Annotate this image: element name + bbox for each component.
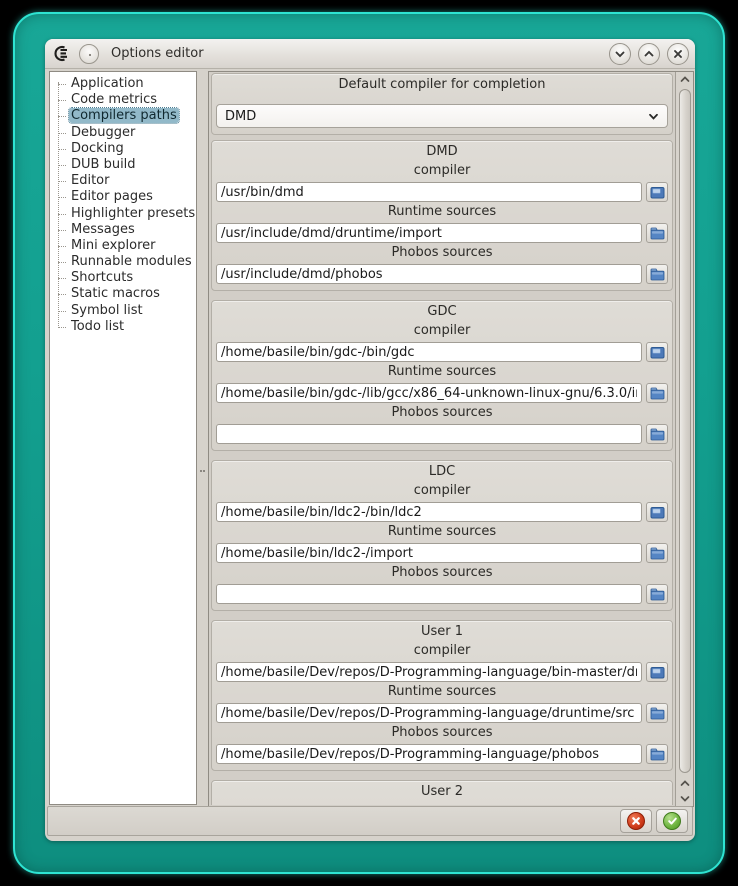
- field-row: [212, 424, 672, 444]
- group-title: User 2: [420, 784, 464, 799]
- app-logo-icon: [52, 45, 71, 62]
- sidebar-item-shortcuts[interactable]: [50, 270, 196, 286]
- category-tree[interactable]: [49, 71, 197, 805]
- user-1-compiler-input[interactable]: [216, 662, 642, 682]
- window-title: Options editor: [111, 46, 204, 61]
- accept-button[interactable]: [656, 809, 688, 833]
- field-row: [212, 264, 672, 284]
- group-title: GDC: [427, 304, 457, 319]
- browse-folder-button[interactable]: [646, 584, 668, 604]
- folder-icon: [650, 547, 665, 560]
- close-icon: [672, 48, 684, 60]
- folder-icon: [650, 268, 665, 281]
- folder-icon: [650, 748, 665, 761]
- dialog-footer: [47, 806, 693, 836]
- ldc-compiler-input[interactable]: [216, 502, 642, 522]
- folder-icon: [650, 227, 665, 240]
- field-label-compiler: compiler: [413, 643, 471, 658]
- sidebar-item-highlighter-presets[interactable]: [50, 206, 196, 222]
- field-row: [212, 342, 672, 362]
- sidebar-item-dub-build[interactable]: [50, 157, 196, 173]
- sidebar-item-label: Application: [71, 76, 144, 91]
- sidebar-item-code-metrics[interactable]: [50, 92, 196, 108]
- browse-folder-button[interactable]: [646, 543, 668, 563]
- sidebar-item-label: Shortcuts: [71, 270, 134, 286]
- field-row: [212, 662, 672, 682]
- file-icon: [650, 346, 665, 359]
- ldc-phobos-sources-input[interactable]: [216, 584, 642, 604]
- gdc-compiler-input[interactable]: [216, 342, 642, 362]
- group-title: User 1: [420, 624, 464, 639]
- file-icon: [650, 506, 665, 519]
- gdc-runtime-sources-input[interactable]: [216, 383, 642, 403]
- accept-check-icon: [663, 812, 681, 830]
- group-title: Default compiler for completion: [338, 77, 546, 92]
- scrollbar-thumb[interactable]: [679, 89, 691, 773]
- user-1-runtime-sources-input[interactable]: [216, 703, 642, 723]
- scroll-up-button[interactable]: [677, 72, 693, 87]
- group-user-1: [211, 620, 673, 771]
- ldc-runtime-sources-input[interactable]: [216, 543, 642, 563]
- sidebar-item-label: Mini explorer: [71, 237, 156, 253]
- folder-icon: [650, 428, 665, 441]
- field-row: [212, 182, 672, 202]
- field-label-runtime-sources: Runtime sources: [387, 204, 497, 219]
- sidebar-item-static-macros[interactable]: [50, 286, 196, 302]
- sidebar-item-label: Code metrics: [71, 92, 158, 108]
- gdc-phobos-sources-input[interactable]: [216, 424, 642, 444]
- maximize-button[interactable]: [638, 43, 660, 65]
- sidebar-item-label: Editor: [71, 173, 110, 189]
- sidebar-item-mini-explorer[interactable]: [50, 238, 196, 254]
- group-user-2: [211, 780, 673, 805]
- scroll-down-button[interactable]: [677, 791, 693, 806]
- sidebar-item-label: Runnable modules: [71, 254, 192, 270]
- sidebar-item-todo-list[interactable]: [50, 319, 196, 335]
- folder-icon: [650, 588, 665, 601]
- group-gdc: [211, 300, 673, 451]
- sidebar-item-debugger[interactable]: [50, 125, 196, 141]
- chevron-up-icon: [643, 48, 655, 60]
- browse-file-button[interactable]: [646, 182, 668, 202]
- sidebar-item-label: Messages: [71, 221, 135, 237]
- sidebar-item-symbol-list[interactable]: [50, 303, 196, 319]
- field-label-runtime-sources: Runtime sources: [387, 364, 497, 379]
- scroll-up-button-2[interactable]: [677, 776, 693, 791]
- field-row: [212, 223, 672, 243]
- sidebar-item-label: Debugger: [71, 124, 136, 140]
- sidebar-item-compilers-paths[interactable]: [50, 108, 196, 124]
- field-row: [212, 584, 672, 604]
- category-tree-items: [50, 72, 196, 335]
- chevron-down-icon: [614, 48, 626, 60]
- sidebar-item-editor[interactable]: [50, 173, 196, 189]
- folder-icon: [650, 387, 665, 400]
- group-dmd: [211, 140, 673, 291]
- splitter-grip-icon: [200, 469, 205, 473]
- group-default-compiler: [211, 73, 673, 135]
- browse-folder-button[interactable]: [646, 744, 668, 764]
- sidebar-item-label: Editor pages: [71, 189, 153, 205]
- vertical-scrollbar[interactable]: [675, 72, 693, 806]
- sidebar-item-application[interactable]: [50, 76, 196, 92]
- sidebar-item-editor-pages[interactable]: [50, 189, 196, 205]
- sidebar-item-label: Docking: [71, 140, 124, 156]
- dmd-compiler-input[interactable]: [216, 182, 642, 202]
- field-label-compiler: compiler: [413, 483, 471, 498]
- scrollbar-step-buttons: [677, 776, 693, 806]
- cancel-button[interactable]: [620, 809, 652, 833]
- chevron-down-icon: [648, 111, 659, 122]
- field-row: [212, 543, 672, 563]
- field-label-phobos-sources: Phobos sources: [391, 245, 493, 260]
- window-frame: [13, 12, 725, 874]
- field-label-compiler: compiler: [413, 163, 471, 178]
- default-compiler-select[interactable]: [216, 104, 668, 128]
- sidebar-item-label: Symbol list: [71, 302, 143, 318]
- folder-icon: [650, 707, 665, 720]
- field-label-phobos-sources: Phobos sources: [391, 725, 493, 740]
- sidebar-item-label: Static macros: [71, 286, 160, 302]
- field-label-runtime-sources: Runtime sources: [387, 684, 497, 699]
- field-row: [212, 703, 672, 723]
- options-editor-window: [45, 39, 695, 841]
- file-icon: [650, 186, 665, 199]
- browse-folder-button[interactable]: [646, 383, 668, 403]
- chevron-up-icon: [680, 779, 690, 788]
- file-icon: [650, 666, 665, 679]
- compiler-groups-scrollview: [210, 73, 674, 805]
- sidebar-item-label: Compilers paths: [71, 108, 177, 124]
- window-menu-button[interactable]: [79, 44, 99, 64]
- field-label-phobos-sources: Phobos sources: [391, 565, 493, 580]
- chevron-down-icon: [680, 794, 690, 803]
- dmd-runtime-sources-input[interactable]: [216, 223, 642, 243]
- combo-value: DMD: [225, 108, 257, 124]
- window-controls: [609, 43, 689, 65]
- browse-file-button[interactable]: [646, 502, 668, 522]
- titlebar[interactable]: [45, 39, 695, 69]
- compiler-groups: [211, 140, 673, 805]
- browse-folder-button[interactable]: [646, 703, 668, 723]
- user-1-phobos-sources-input[interactable]: [216, 744, 642, 764]
- browse-file-button[interactable]: [646, 662, 668, 682]
- group-title: DMD: [426, 144, 458, 159]
- browse-folder-button[interactable]: [646, 264, 668, 284]
- sidebar-item-docking[interactable]: [50, 141, 196, 157]
- field-label-compiler: compiler: [413, 323, 471, 338]
- sidebar-item-messages[interactable]: [50, 222, 196, 238]
- field-row: [212, 502, 672, 522]
- splitter-handle[interactable]: [197, 71, 208, 805]
- browse-folder-button[interactable]: [646, 223, 668, 243]
- sidebar-item-label: DUB build: [71, 156, 136, 172]
- chevron-up-icon: [680, 75, 690, 84]
- group-title: LDC: [428, 464, 456, 479]
- field-label-phobos-sources: Phobos sources: [391, 405, 493, 420]
- field-label-runtime-sources: Runtime sources: [387, 524, 497, 539]
- close-button[interactable]: [667, 43, 689, 65]
- options-panel: [208, 71, 694, 807]
- sidebar-item-runnable-modules[interactable]: [50, 254, 196, 270]
- browse-folder-button[interactable]: [646, 424, 668, 444]
- browse-file-button[interactable]: [646, 342, 668, 362]
- group-ldc: [211, 460, 673, 611]
- dmd-phobos-sources-input[interactable]: [216, 264, 642, 284]
- cancel-x-icon: [627, 812, 645, 830]
- field-row: [212, 744, 672, 764]
- minimize-button[interactable]: [609, 43, 631, 65]
- field-row: [212, 383, 672, 403]
- sidebar-item-label: Todo list: [71, 318, 125, 334]
- sidebar-item-label: Highlighter presets: [71, 205, 196, 221]
